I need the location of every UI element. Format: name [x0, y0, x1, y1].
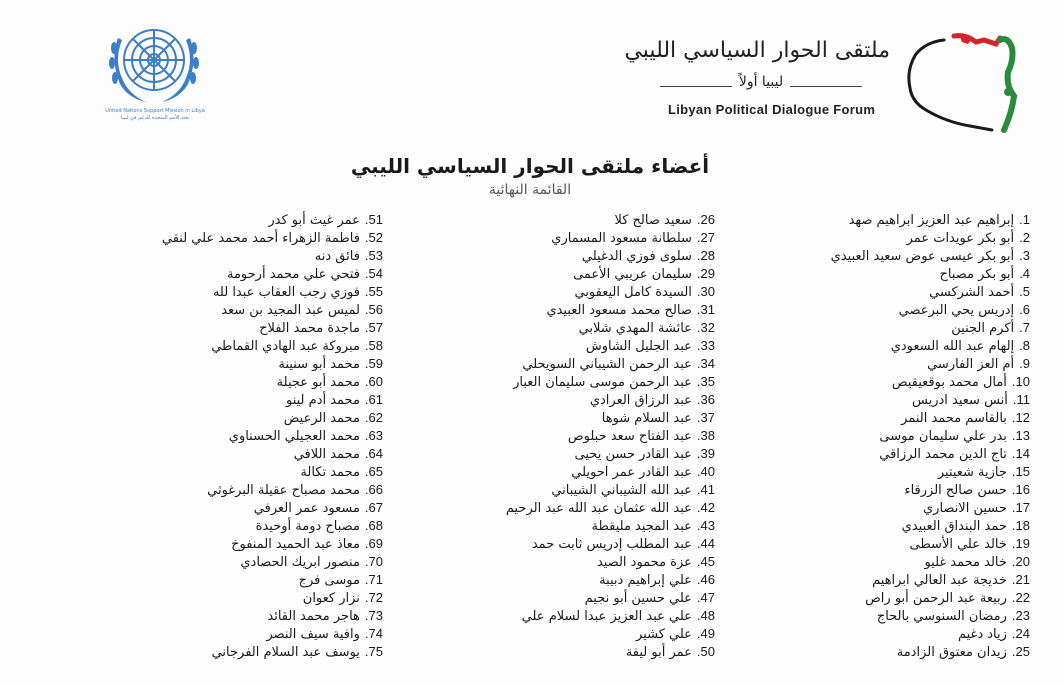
member-number: .39 [696, 446, 715, 461]
member-name: عمر غيث أبو كدر [268, 213, 360, 228]
member-number: .37 [696, 410, 715, 425]
member-number: .73 [364, 608, 383, 623]
member-name: السيدة كامل اليعقوبي [574, 285, 692, 300]
member-number: .57 [364, 320, 383, 335]
member-list-item [455, 247, 715, 265]
member-number: .21 [1011, 572, 1030, 587]
member-list-item [123, 481, 383, 499]
member-number: .2 [1019, 230, 1030, 245]
member-number: .18 [1011, 518, 1030, 533]
document-subtitle: القائمة النهائية [488, 182, 572, 198]
member-list-item [770, 301, 1030, 319]
member-name: فوزي رجب العقاب عبدا لله [212, 285, 360, 300]
member-name: محمد الرعيض [283, 411, 360, 426]
member-name: عبد الفتاح سعد حبلوص [567, 429, 692, 444]
member-name: محمد أبو سنينة [278, 357, 360, 372]
member-name: رمضان السنوسي بالحاج [876, 609, 1007, 624]
member-number: .50 [696, 644, 715, 659]
member-list-item [770, 589, 1030, 607]
member-number: .33 [696, 338, 715, 353]
member-name: سلوى فوزي الدغيلي [581, 249, 692, 264]
member-list-item [455, 283, 715, 301]
member-list-item [770, 625, 1030, 643]
member-number: .10 [1011, 374, 1030, 389]
member-number: .26 [696, 212, 715, 227]
member-name: خالد محمد غليو [924, 555, 1007, 570]
member-number: .63 [364, 428, 383, 443]
member-name: محمد العجيلي الحسناوي [228, 429, 360, 444]
member-list-item [770, 283, 1030, 301]
member-number: .40 [696, 464, 715, 479]
member-number: .23 [1011, 608, 1030, 623]
member-number: .74 [364, 626, 383, 641]
member-number: .58 [364, 338, 383, 353]
member-list-item [770, 319, 1030, 337]
member-name: ربيعة عبد الرحمن أبو راص [865, 591, 1007, 606]
member-name: زيدان معتوق الزادمة [896, 645, 1007, 660]
member-number: .51 [364, 212, 383, 227]
member-number: .48 [696, 608, 715, 623]
member-list-item [123, 265, 383, 283]
member-name: نزار كعوان [302, 591, 360, 606]
member-name: بدر علي سليمان موسى [879, 429, 1007, 444]
member-list-item [770, 355, 1030, 373]
member-list-item [123, 319, 383, 337]
member-number: .34 [696, 356, 715, 371]
member-list-item [123, 283, 383, 301]
member-number: .42 [696, 500, 715, 515]
member-list-item [770, 337, 1030, 355]
members-column-2 [455, 211, 715, 661]
member-list-item [770, 643, 1030, 661]
member-list-item [770, 211, 1030, 229]
member-list-item [455, 229, 715, 247]
member-name: عمر أبو ليفة [625, 645, 692, 660]
member-list-item [770, 517, 1030, 535]
member-number: .13 [1011, 428, 1030, 443]
member-number: .43 [696, 518, 715, 533]
member-number: .32 [696, 320, 715, 335]
member-list-item [455, 427, 715, 445]
member-list-item [455, 301, 715, 319]
member-name: حسن صالح الزرقاء [904, 483, 1007, 498]
member-number: .9 [1019, 356, 1030, 371]
member-number: .11 [1012, 392, 1030, 407]
member-list-item [455, 445, 715, 463]
member-number: .1 [1019, 212, 1030, 227]
member-list-item [123, 625, 383, 643]
member-name: محمد اللافي [293, 447, 360, 462]
member-number: .60 [364, 374, 383, 389]
member-list-item [770, 247, 1030, 265]
member-list-item [770, 229, 1030, 247]
member-number: .45 [696, 554, 715, 569]
member-name: عبد السلام شوها [601, 411, 692, 426]
member-name: علي عبد العزيز عبدا لسلام علي [521, 609, 692, 624]
member-number: .62 [364, 410, 383, 425]
member-name: خالد علي الأسطى [909, 537, 1007, 552]
member-name: أكرم الجنين [951, 321, 1015, 336]
member-list-item [770, 409, 1030, 427]
member-name: صالح محمد مسعود العبيدي [546, 303, 692, 318]
member-number: .6 [1019, 302, 1030, 317]
member-name: حسين الانصاري [923, 501, 1007, 516]
member-name: علي كشير [636, 627, 692, 642]
member-number: .70 [364, 554, 383, 569]
member-name: عبد الله عثمان عبد الله عبد الرحيم [505, 501, 692, 516]
member-name: عبد المجيد مليقطة [591, 519, 692, 534]
member-name: ماجدة محمد الفلاح [259, 321, 360, 336]
member-number: .53 [364, 248, 383, 263]
member-list-item [123, 409, 383, 427]
member-name: عبد الرزاق العرادي [589, 393, 692, 408]
members-column-1 [770, 211, 1030, 661]
member-list-item [455, 517, 715, 535]
member-name: محمد مصباح عقيلة البرغوثي [207, 483, 360, 498]
member-name: بالقاسم محمد النمر [901, 411, 1007, 426]
member-number: .4 [1019, 266, 1030, 281]
forum-slogan: ليبيا أولاً [738, 74, 784, 90]
member-name: أبو بكر عويدات عمر [906, 231, 1015, 246]
member-list-item [123, 589, 383, 607]
member-name: مبروكة عبد الهادي القماطي [211, 339, 360, 354]
member-name: أبو بكر عيسى عوض سعيد العبيدي [830, 249, 1015, 264]
member-list-item [455, 463, 715, 481]
member-list-item [455, 481, 715, 499]
member-number: .35 [696, 374, 715, 389]
member-name: أبو بكر مصباح [939, 267, 1015, 282]
member-list-item [455, 625, 715, 643]
member-list-item [455, 319, 715, 337]
member-list-item [123, 211, 383, 229]
member-number: .64 [364, 446, 383, 461]
member-list-item [123, 391, 383, 409]
member-list-item [455, 265, 715, 283]
member-list-item [455, 643, 715, 661]
member-name: تاج الدين محمد الرزاقي [879, 447, 1007, 462]
member-list-item [455, 607, 715, 625]
member-name: إبراهيم عبد العزيز ابراهيم صهد [848, 213, 1015, 228]
member-number: .71 [364, 572, 383, 587]
member-list-item [123, 499, 383, 517]
member-number: .49 [696, 626, 715, 641]
member-name: سعيد صالح كلا [614, 213, 692, 228]
member-list-item [770, 607, 1030, 625]
member-number: .66 [364, 482, 383, 497]
member-list-item [455, 535, 715, 553]
member-list-item [770, 265, 1030, 283]
member-list-item [770, 535, 1030, 553]
member-name: فائق دنه [314, 249, 360, 264]
member-name: سلطانة مسعود المسماري [551, 231, 692, 246]
member-name: جازية شعيتير [937, 465, 1007, 480]
slogan-divider-right [790, 86, 862, 87]
member-number: .54 [364, 266, 383, 281]
member-name: أم العز الفارسي [927, 357, 1015, 372]
member-number: .67 [364, 500, 383, 515]
member-list-item [123, 229, 383, 247]
member-list-item [770, 445, 1030, 463]
member-name: محمد تكالة [300, 465, 360, 480]
member-number: .20 [1011, 554, 1030, 569]
member-number: .52 [364, 230, 383, 245]
member-name: لميس عبد المجيد بن سعد [221, 303, 360, 318]
member-number: .55 [364, 284, 383, 299]
un-caption [80, 108, 230, 122]
member-name: حمد البنداق العبيدي [901, 519, 1007, 534]
member-number: .59 [364, 356, 383, 371]
un-caption-arabic: بعثة الأمم المتحدة للدعم في ليبيا [120, 115, 190, 121]
member-number: .30 [696, 284, 715, 299]
member-list-item [123, 553, 383, 571]
member-number: .31 [696, 302, 715, 317]
member-number: .7 [1019, 320, 1030, 335]
member-list-item [123, 301, 383, 319]
member-list-item [123, 571, 383, 589]
members-column-3 [123, 211, 383, 661]
member-list-item [455, 553, 715, 571]
member-name: وافية سيف النصر [266, 627, 360, 642]
member-number: .47 [696, 590, 715, 605]
member-name: عبد المطلب إدريس ثابت حمد [531, 537, 692, 552]
member-number: .65 [364, 464, 383, 479]
member-number: .12 [1011, 410, 1030, 425]
member-number: .56 [364, 302, 383, 317]
member-number: .27 [696, 230, 715, 245]
member-number: .25 [1011, 644, 1030, 659]
member-name: عائشة المهدي شلابي [578, 321, 692, 336]
member-number: .38 [696, 428, 715, 443]
member-number: .41 [696, 482, 715, 497]
libya-map-icon [896, 30, 1026, 140]
member-name: خديجة عبد العالي ابراهيم [872, 573, 1007, 588]
member-number: .3 [1019, 248, 1030, 263]
member-list-item [455, 355, 715, 373]
member-name: زياد دغيم [957, 627, 1007, 642]
member-list-item [770, 553, 1030, 571]
member-list-item [770, 571, 1030, 589]
member-name: علي حسين أبو نجيم [584, 591, 692, 606]
member-name: مصباح دومة أوحيدة [255, 519, 360, 534]
member-name: عبد القادر عمر احويلي [571, 465, 692, 480]
member-list-item [123, 427, 383, 445]
member-number: .5 [1019, 284, 1030, 299]
forum-name-english: Libyan Political Dialogue Forum [668, 102, 876, 117]
member-list-item [123, 445, 383, 463]
member-name: فاطمة الزهراء أحمد محمد علي لنقي [161, 231, 360, 246]
member-number: .22 [1011, 590, 1030, 605]
member-number: .69 [364, 536, 383, 551]
member-name: عبد الله الشيباني الشيباني [551, 483, 692, 498]
member-number: .28 [696, 248, 715, 263]
forum-name-arabic: ملتقى الحوار السياسي الليبي [624, 38, 890, 63]
member-list-item [123, 337, 383, 355]
member-number: .8 [1019, 338, 1030, 353]
member-list-item [455, 409, 715, 427]
member-name: إلهام عبد الله السعودي [890, 339, 1015, 354]
member-list-item [770, 427, 1030, 445]
member-name: عبد الرحمن موسى سليمان العبار [513, 375, 692, 390]
member-list-item [455, 337, 715, 355]
member-number: .44 [696, 536, 715, 551]
member-number: .24 [1011, 626, 1030, 641]
member-number: .68 [364, 518, 383, 533]
document-title: أعضاء ملتقى الحوار السياسي الليبي [350, 154, 710, 178]
member-list-item [770, 481, 1030, 499]
member-list-item [770, 391, 1030, 409]
member-list-item [123, 355, 383, 373]
member-list-item [770, 373, 1030, 391]
member-name: يوسف عبد السلام الفرجاني [211, 645, 360, 660]
member-name: مسعود عمر العرفي [253, 501, 360, 516]
member-number: .17 [1011, 500, 1030, 515]
member-list-item [455, 571, 715, 589]
member-number: .61 [364, 392, 383, 407]
member-list-item [123, 535, 383, 553]
member-list-item [123, 643, 383, 661]
member-name: محمد أبو عجيلة [276, 375, 360, 390]
un-caption-english: United Nations Support Mission in Libya [105, 108, 205, 114]
member-name: أمال محمد بوقعيقيص [891, 375, 1007, 390]
member-name: معاذ عبد الحميد المنفوخ [231, 537, 360, 552]
member-name: موسى فرج [298, 573, 360, 588]
member-number: .19 [1011, 536, 1030, 551]
member-number: .36 [696, 392, 715, 407]
member-name: إدريس يحي البرعصي [898, 303, 1015, 318]
member-list-item [123, 373, 383, 391]
member-number: .46 [696, 572, 715, 587]
member-name: سليمان عريبي الأعمى [573, 267, 692, 282]
member-name: عبد الرحمن الشيباني السويحلي [522, 357, 692, 372]
member-name: عزة محمود الصيد [596, 555, 692, 570]
member-number: .29 [696, 266, 715, 281]
member-list-item [455, 211, 715, 229]
member-name: منصور ابريك الحصادي [240, 555, 360, 570]
member-number: .75 [364, 644, 383, 659]
member-name: علي إبراهيم دبيبة [599, 573, 692, 588]
member-list-item [455, 391, 715, 409]
member-list-item [123, 607, 383, 625]
member-name: عبد الجليل الشاوش [585, 339, 692, 354]
member-name: أنس سعيد ادريس [912, 393, 1008, 408]
member-list-item [123, 517, 383, 535]
member-name: فتحي علي محمد أرحومة [226, 267, 360, 282]
member-list-item [455, 373, 715, 391]
member-name: محمد أدم لينو [285, 393, 360, 408]
member-list-item [455, 499, 715, 517]
member-number: .15 [1011, 464, 1030, 479]
forum-slogan-block [660, 74, 860, 96]
member-list-item [455, 589, 715, 607]
member-name: هاجر محمد القائد [267, 609, 360, 624]
member-number: .16 [1011, 482, 1030, 497]
member-number: .72 [364, 590, 383, 605]
member-list-item [770, 463, 1030, 481]
slogan-divider-left [660, 86, 732, 87]
member-name: أحمد الشركسي [929, 285, 1015, 300]
member-number: .14 [1011, 446, 1030, 461]
member-name: عبد القادر حسن يحيى [574, 447, 692, 462]
member-list-item [123, 247, 383, 265]
member-list-item [770, 499, 1030, 517]
member-list-item [123, 463, 383, 481]
